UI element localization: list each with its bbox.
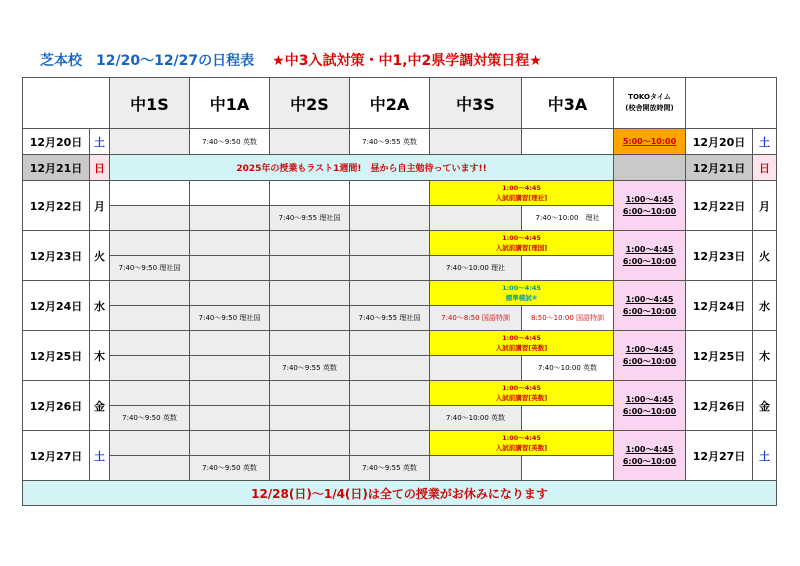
- exam-prep-time: 1:00～4:45: [502, 334, 541, 342]
- toko-hours-night: 6:00～10:00: [622, 306, 677, 316]
- exam-prep-cell: [430, 331, 614, 356]
- cell-2s: [270, 406, 350, 431]
- cell-2a-upper: [350, 231, 430, 256]
- cell-1a-upper: [190, 231, 270, 256]
- date-cell-right: 12月21日: [686, 155, 753, 181]
- exam-prep-subject: 入試前講習[英数]: [495, 344, 548, 352]
- cell-2s-upper: [270, 181, 350, 206]
- date-cell: 12月24日: [23, 281, 90, 331]
- exam-prep-subject: 入試前講習[英数]: [495, 394, 548, 402]
- table-row: [23, 431, 777, 456]
- cell-3a: 8:50～10:00 国語特訓: [522, 306, 614, 331]
- cell-1s: [110, 129, 190, 155]
- cell-1s-upper: [110, 381, 190, 406]
- cell-3a: 7:40～10:00 英数: [522, 356, 614, 381]
- campus-title: 芝本校 12/20～12/27の日程表: [40, 53, 255, 69]
- cell-2s: [270, 129, 350, 155]
- table-row: [23, 155, 777, 181]
- col-header-1a: 中1A: [190, 78, 270, 129]
- cell-1a: [190, 256, 270, 281]
- cell-1s-upper: [110, 431, 190, 456]
- weekday-cell: 木: [90, 331, 110, 381]
- cell-2a-upper: [350, 281, 430, 306]
- header-blank-right: [686, 78, 777, 129]
- cell-1s-upper: [110, 181, 190, 206]
- toko-label: TOKOタイム: [628, 93, 671, 101]
- date-cell-right: 12月26日: [686, 381, 753, 431]
- date-cell-right: 12月27日: [686, 431, 753, 481]
- exam-prep-subject: 入試前講習[理国]: [495, 244, 548, 252]
- cell-1a: [190, 356, 270, 381]
- sunday-banner: 2025年の授業もラスト1週間! 昼から自主勉待っています!!: [110, 155, 614, 181]
- cell-1a-upper: [190, 431, 270, 456]
- cell-3a: 7:40～10:00 理社: [522, 206, 614, 231]
- toko-hours-night: 6:00～10:00: [622, 356, 677, 366]
- exam-prep-cell: [430, 381, 614, 406]
- toko-hours-day: 1:00～4:45: [625, 344, 674, 354]
- exam-prep-time: 1:00～4:45: [502, 384, 541, 392]
- exam-prep-cell: [430, 431, 614, 456]
- cell-1a: 7:40～9:50 英数: [190, 456, 270, 481]
- cell-1s: [110, 456, 190, 481]
- cell-3s: 7:40～10:00 理社: [430, 256, 522, 281]
- col-header-3s: 中3S: [430, 78, 522, 129]
- weekday-cell-right: 火: [753, 231, 777, 281]
- toko-cell: [614, 155, 686, 181]
- table-row: [23, 129, 777, 155]
- date-cell: 12月22日: [23, 181, 90, 231]
- weekday-cell: 日: [90, 155, 110, 181]
- cell-1a-upper: [190, 381, 270, 406]
- schedule-table: [22, 77, 777, 506]
- table-row: [23, 181, 777, 206]
- cell-1a-upper: [190, 281, 270, 306]
- cell-2s-upper: [270, 331, 350, 356]
- exam-prep-cell: [430, 181, 614, 206]
- exam-prep-subject: 入試前講習[理社]: [495, 194, 548, 202]
- weekday-cell-right: 月: [753, 181, 777, 231]
- toko-hours: 5:00～10:00: [622, 137, 677, 146]
- col-header-2a: 中2A: [350, 78, 430, 129]
- cell-2a: [350, 206, 430, 231]
- toko-cell: [614, 281, 686, 331]
- toko-hours-day: 1:00～4:45: [625, 244, 674, 254]
- toko-cell: [614, 181, 686, 231]
- cell-2a: [350, 256, 430, 281]
- date-cell: 12月21日: [23, 155, 90, 181]
- date-cell: 12月23日: [23, 231, 90, 281]
- cell-2s: [270, 306, 350, 331]
- cell-2s-upper: [270, 281, 350, 306]
- cell-3a: [522, 456, 614, 481]
- date-cell-right: 12月23日: [686, 231, 753, 281]
- cell-1s-upper: [110, 281, 190, 306]
- date-cell-right: 12月25日: [686, 331, 753, 381]
- toko-hours-day: 1:00～4:45: [625, 194, 674, 204]
- date-cell: 12月26日: [23, 381, 90, 431]
- cell-2s: [270, 256, 350, 281]
- cell-1a: 7:40～9:50 理社国: [190, 306, 270, 331]
- exam-prep-time: 1:00～4:45: [502, 434, 541, 442]
- date-cell: 12月27日: [23, 431, 90, 481]
- cell-2s-upper: [270, 231, 350, 256]
- cell-1s: [110, 356, 190, 381]
- cell-1a-upper: [190, 181, 270, 206]
- date-cell: 12月25日: [23, 331, 90, 381]
- cell-2a-upper: [350, 181, 430, 206]
- cell-3a: [522, 256, 614, 281]
- cell-2a: 7:40～9:55 英数: [350, 129, 430, 155]
- cell-2a-upper: [350, 381, 430, 406]
- col-header-3a: 中3A: [522, 78, 614, 129]
- toko-cell: [614, 431, 686, 481]
- exam-prep-subject: 入試前講習[英数]: [495, 444, 548, 452]
- weekday-cell-right: 水: [753, 281, 777, 331]
- weekday-cell: 火: [90, 231, 110, 281]
- cell-1s: 7:40～9:50 理社国: [110, 256, 190, 281]
- toko-sublabel: (校舎開放時間): [625, 104, 674, 112]
- toko-hours-day: 1:00～4:45: [625, 444, 674, 454]
- cell-3s: [430, 456, 522, 481]
- toko-cell: [614, 331, 686, 381]
- cell-2s: 7:40～9:55 英数: [270, 356, 350, 381]
- table-row: [23, 331, 777, 356]
- cell-2a: [350, 356, 430, 381]
- toko-hours-night: 6:00～10:00: [622, 206, 677, 216]
- toko-hours-night: 6:00～10:00: [622, 456, 677, 466]
- cell-1a: [190, 406, 270, 431]
- cell-2a: 7:40～9:55 英数: [350, 456, 430, 481]
- cell-1s-upper: [110, 331, 190, 356]
- header-row: [23, 78, 777, 129]
- cell-2s-upper: [270, 431, 350, 456]
- cell-3s: 7:40～10:00 英数: [430, 406, 522, 431]
- col-header-2s: 中2S: [270, 78, 350, 129]
- weekday-cell: 土: [90, 129, 110, 155]
- weekday-cell-right: 日: [753, 155, 777, 181]
- weekday-cell: 水: [90, 281, 110, 331]
- page-title: [40, 50, 542, 72]
- cell-1a: [190, 206, 270, 231]
- weekday-cell-right: 金: [753, 381, 777, 431]
- exam-prep-time: 1:00～4:45: [502, 184, 541, 192]
- weekday-cell: 金: [90, 381, 110, 431]
- cell-3s: [430, 129, 522, 155]
- weekday-cell: 月: [90, 181, 110, 231]
- cell-3a: [522, 129, 614, 155]
- holiday-notice: 12/28(日)～1/4(日)は全ての授業がお休みになります: [23, 481, 777, 506]
- toko-cell: [614, 231, 686, 281]
- col-header-toko: [614, 78, 686, 129]
- cell-2a-upper: [350, 431, 430, 456]
- cell-1s: [110, 206, 190, 231]
- toko-hours-day: 1:00～4:45: [625, 394, 674, 404]
- mock-exam-time: 1:00～4:45: [502, 284, 541, 292]
- date-cell-right: 12月20日: [686, 129, 753, 155]
- toko-hours-night: 6:00～10:00: [622, 406, 677, 416]
- weekday-cell-right: 土: [753, 129, 777, 155]
- date-cell-right: 12月24日: [686, 281, 753, 331]
- mock-exam-label: 標準模試④: [505, 294, 538, 302]
- cell-1a-upper: [190, 331, 270, 356]
- weekday-cell-right: 木: [753, 331, 777, 381]
- cell-1s-upper: [110, 231, 190, 256]
- weekday-cell: 土: [90, 431, 110, 481]
- toko-cell: [614, 129, 686, 155]
- toko-hours-night: 6:00～10:00: [622, 256, 677, 266]
- weekday-cell-right: 土: [753, 431, 777, 481]
- cell-3a: [522, 406, 614, 431]
- col-header-1s: 中1S: [110, 78, 190, 129]
- cell-1a: 7:40～9:50 英数: [190, 129, 270, 155]
- date-cell: 12月20日: [23, 129, 90, 155]
- date-cell-right: 12月22日: [686, 181, 753, 231]
- cell-2a: 7:40～9:55 理社国: [350, 306, 430, 331]
- table-row: [23, 231, 777, 256]
- exam-prep-cell: [430, 231, 614, 256]
- cell-3s: [430, 206, 522, 231]
- cell-1s: [110, 306, 190, 331]
- cell-2s-upper: [270, 381, 350, 406]
- table-row: [23, 281, 777, 306]
- table-row: [23, 381, 777, 406]
- cell-2s: [270, 456, 350, 481]
- toko-hours-day: 1:00～4:45: [625, 294, 674, 304]
- cell-3s: 7:40～8:50 国語特訓: [430, 306, 522, 331]
- cell-2a-upper: [350, 331, 430, 356]
- toko-cell: [614, 381, 686, 431]
- cell-2a: [350, 406, 430, 431]
- cell-3s: [430, 356, 522, 381]
- special-title: ★中3入試対策・中1,中2県学調対策日程★: [272, 53, 542, 69]
- header-blank: [23, 78, 110, 129]
- exam-prep-time: 1:00～4:45: [502, 234, 541, 242]
- mock-exam-cell: [430, 281, 614, 306]
- cell-1s: 7:40～9:50 英数: [110, 406, 190, 431]
- footer-row: [23, 481, 777, 506]
- cell-2s: 7:40～9:55 理社国: [270, 206, 350, 231]
